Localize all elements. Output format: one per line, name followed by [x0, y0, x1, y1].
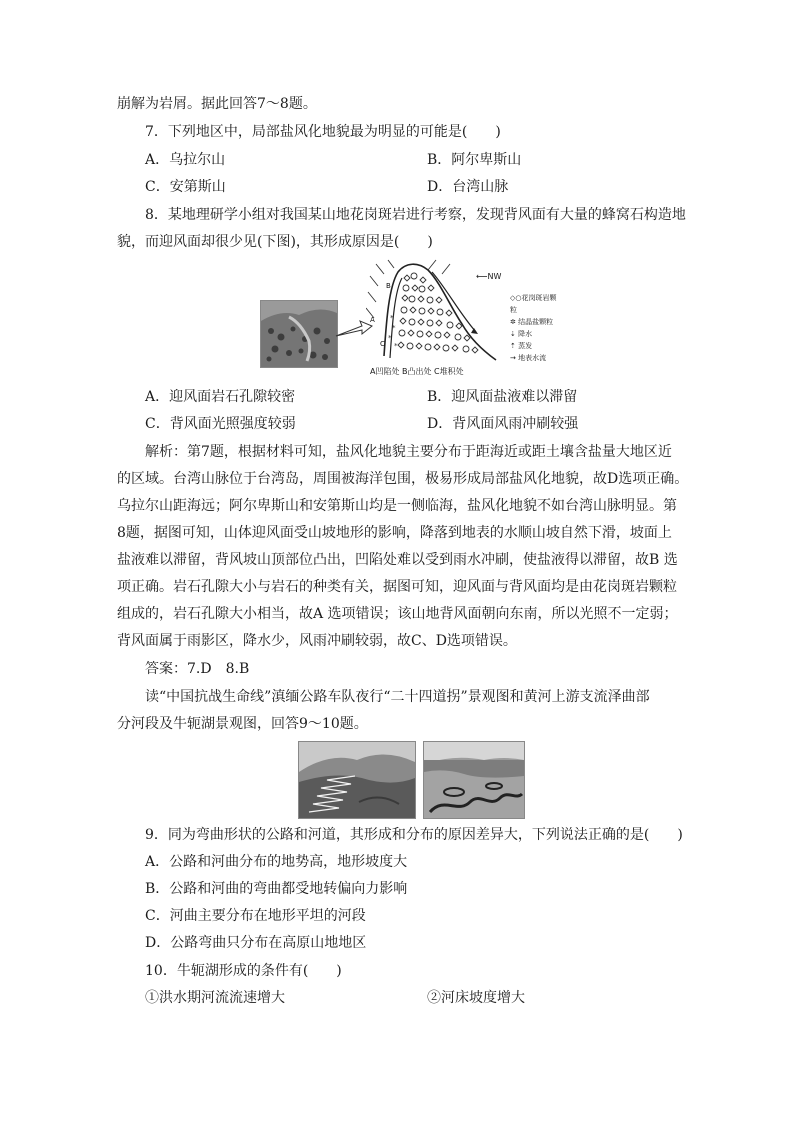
granite-grain-icon: ◇○ [510, 294, 522, 302]
q7-option-d: D．台湾山脉 [427, 179, 509, 195]
explanation-line-5: 盐液难以滞留，背风坡山顶部位凸出，凹陷处难以受到雨水冲刷，使盐液得以滞留，故B 选 [117, 552, 678, 568]
explanation-line-7: 组成的，岩石孔隙大小相当，故A 选项错误；该山地背风面朝向东南，所以光照不一定弱； [117, 606, 678, 622]
oxbow-lake-photo [423, 741, 525, 819]
wind-direction [476, 272, 501, 281]
point-label-b: B [386, 282, 391, 290]
q8-option-a: A．迎风面岩石孔隙较密 [145, 389, 296, 405]
rain-icon: ⇣ [510, 330, 519, 338]
svg-text:*: * [388, 334, 392, 342]
explanation-line-4: 8题，据图可知，山体迎风面受山坡地形的影响，降落到地表的水顺山坡自然下滑，坡面上 [117, 525, 672, 541]
intro-text: 崩解为岩屑。据此回答7～8题。 [117, 96, 317, 112]
explanation-line-6: 项正确。岩石孔隙大小与岩石的种类有关，据图可知，迎风面与背风面均是由花岗斑岩颗粒 [117, 579, 677, 595]
wind-arrow-icon: ⟵ [476, 272, 488, 281]
q9-option-c: C．河曲主要分布在地形平坦的河段 [145, 908, 366, 924]
explanation-line-3: 乌拉尔山距海远；阿尔卑斯山和安第斯山均是一侧临海，盐风化地貌不如台湾山脉明显。第 [117, 498, 677, 514]
q7-option-b: B．阿尔卑斯山 [427, 152, 522, 168]
q8-stem-line2: 貌，而迎风面却很少见(下图)，其形成原因是( ) [117, 234, 433, 250]
q7-option-a: A．乌拉尔山 [145, 152, 226, 168]
legend-item-rain: ⇣ 降水 [510, 330, 533, 338]
explanation-line-1: 解析：第7题，根据材料可知，盐风化地貌主要分布于距海近或距土壤含盐量大地区近 [145, 444, 672, 460]
q8-stem-line1: 8．某地理研学小组对我国某山地花岗斑岩进行考察，发现背风面有大量的蜂窝石构造地 [145, 207, 686, 223]
q8-figure [258, 258, 558, 380]
surface-flow-icon: → [510, 354, 519, 362]
point-label-a: A [370, 316, 375, 324]
q8-option-b: B．迎风面盐液难以滞留 [427, 389, 578, 405]
q9-option-b: B．公路和河曲的弯曲都受地转偏向力影响 [145, 881, 408, 897]
legend-item-evaporation: ⇡ 蒸发 [510, 342, 533, 350]
q7-stem: 7．下列地区中，局部盐风化地貌最为明显的可能是( ) [145, 124, 501, 140]
q9-stem: 9．同为弯曲形状的公路和河道，其形成和分布的原因差异大，下列说法正确的是( ) [145, 827, 683, 843]
evaporation-icon: ⇡ [510, 342, 519, 350]
point-label-c: C [380, 340, 385, 348]
wind-label: NW [487, 272, 502, 281]
explanation-line-8: 背风面属于雨影区，降水少，风雨冲刷较弱，故C、D选项错误。 [117, 633, 517, 649]
q10-option-2: ②河床坡度增大 [427, 990, 525, 1006]
q8-option-d: D．背风面风雨冲刷较强 [427, 416, 579, 432]
q9-option-d: D．公路弯曲只分布在高原山地地区 [145, 935, 367, 951]
salt-crystal-icon: ✲ [510, 318, 519, 326]
q9-option-a: A．公路和河曲分布的地势高，地形坡度大 [145, 854, 408, 870]
svg-text:*: * [390, 314, 394, 322]
read-passage-line-2: 分河段及牛轭湖景观图，回答9～10题。 [117, 716, 368, 732]
svg-text:*: * [394, 342, 398, 350]
svg-text:*: * [392, 324, 396, 332]
legend-item-salt: ✲ 结晶盐颗粒 [510, 318, 554, 326]
answer-text: 答案：7.D 8.B [145, 661, 250, 677]
read-passage-line-1: 读“中国抗战生命线”滇缅公路车队夜行“二十四道拐”景观图和黄河上游支流泽曲部 [145, 689, 650, 705]
q10-option-1: ①洪水期河流流速增大 [145, 990, 285, 1006]
explanation-line-2: 的区域。台湾山脉位于台湾岛，周围被海洋包围，极易形成局部盐风化地貌，故D选项正确。 [117, 471, 689, 487]
q8-option-c: C．背风面光照强度较弱 [145, 416, 296, 432]
honeycomb-rock-photo [260, 300, 338, 368]
figure-caption: A凹陷处 B凸出处 C堆积处 [370, 367, 464, 376]
q10-stem: 10．牛轭湖形成的条件有( ) [145, 963, 342, 979]
legend-item-granite: ◇○花岗斑岩颗粒 [510, 294, 557, 314]
switchback-road-photo [298, 741, 416, 819]
legend-item-surface-flow: → 地表水流 [510, 354, 547, 362]
q7-option-c: C．安第斯山 [145, 179, 226, 195]
figure-legend [510, 292, 560, 364]
